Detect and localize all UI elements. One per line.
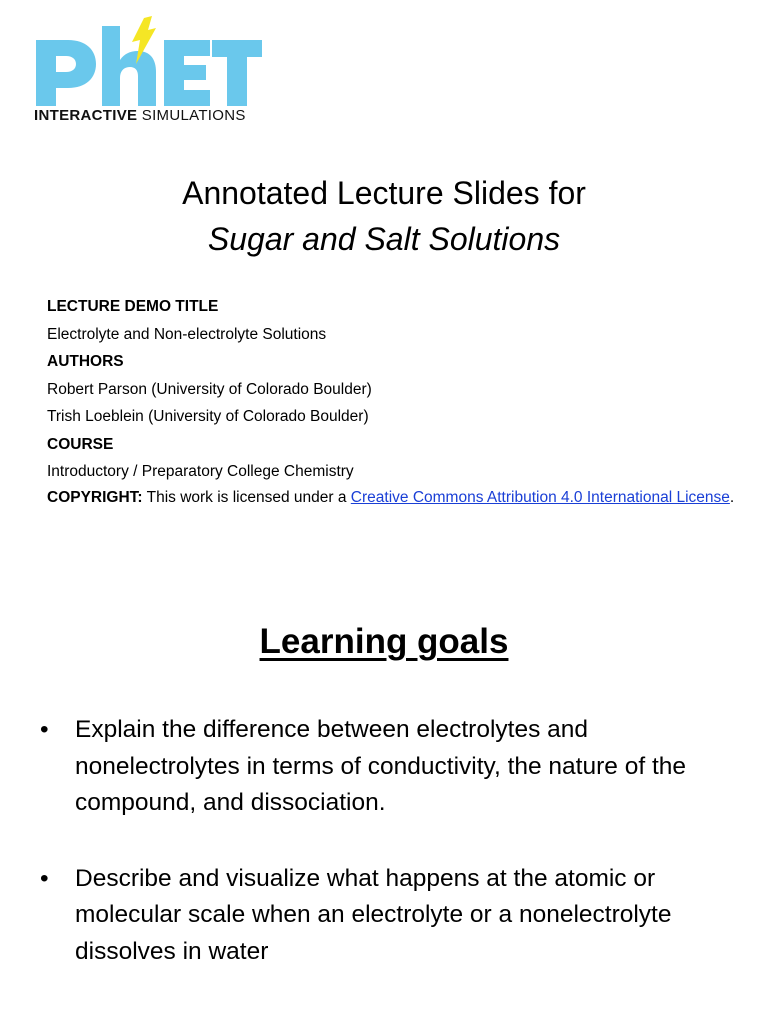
demo-title-label: LECTURE DEMO TITLE (47, 298, 219, 315)
author-item: Trish Loeblein (University of Colorado Boulder) (47, 408, 369, 425)
course-value: Introductory / Preparatory College Chemistry (47, 463, 354, 480)
title-line-2: Sugar and Salt Solutions (207, 221, 561, 257)
copyright-label: COPYRIGHT: (47, 488, 143, 506)
authors-label: AUTHORS (47, 353, 124, 370)
document-title (0, 170, 768, 262)
logo-subtitle (34, 107, 246, 124)
copyright-text: This work is licensed under a (142, 488, 351, 506)
logo-letter-t (212, 40, 262, 106)
bullet-icon: • (40, 864, 49, 892)
author-item: Robert Parson (University of Colorado Boulder) (47, 380, 372, 398)
copyright-line (47, 486, 757, 510)
logo-subtitle-bold: INTERACTIVE (34, 107, 138, 124)
demo-title-value: Electrolyte and Non-electrolyte Solutions (47, 325, 327, 343)
goal-text: Describe and visualize what happens at the atomic or molecular scale when an electrolyte or a nonelectrolyte dissolves in water (75, 864, 672, 965)
logo-letter-e (164, 40, 210, 106)
logo-letter-p (36, 40, 96, 106)
goal-text: Explain the difference between electrolytes and nonelectrolytes in terms of conductivity, the nature of the compound, and dissociation. (75, 716, 687, 816)
learning-goals-list (40, 712, 740, 970)
bullet-icon: • (40, 716, 49, 743)
course-label: COURSE (47, 435, 114, 453)
goal-item (40, 861, 740, 971)
logo-subtitle-rest: SIMULATIONS (137, 107, 246, 124)
goal-item (40, 712, 740, 822)
phet-logo (34, 16, 266, 126)
license-link[interactable]: Creative Commons Attribution 4.0 International License (350, 488, 730, 506)
learning-goals-heading: Learning goals (259, 622, 509, 661)
lecture-meta (47, 293, 757, 510)
title-line-1: Annotated Lecture Slides for (182, 175, 586, 211)
phet-wordmark (34, 16, 266, 108)
copyright-end: . (729, 488, 735, 506)
